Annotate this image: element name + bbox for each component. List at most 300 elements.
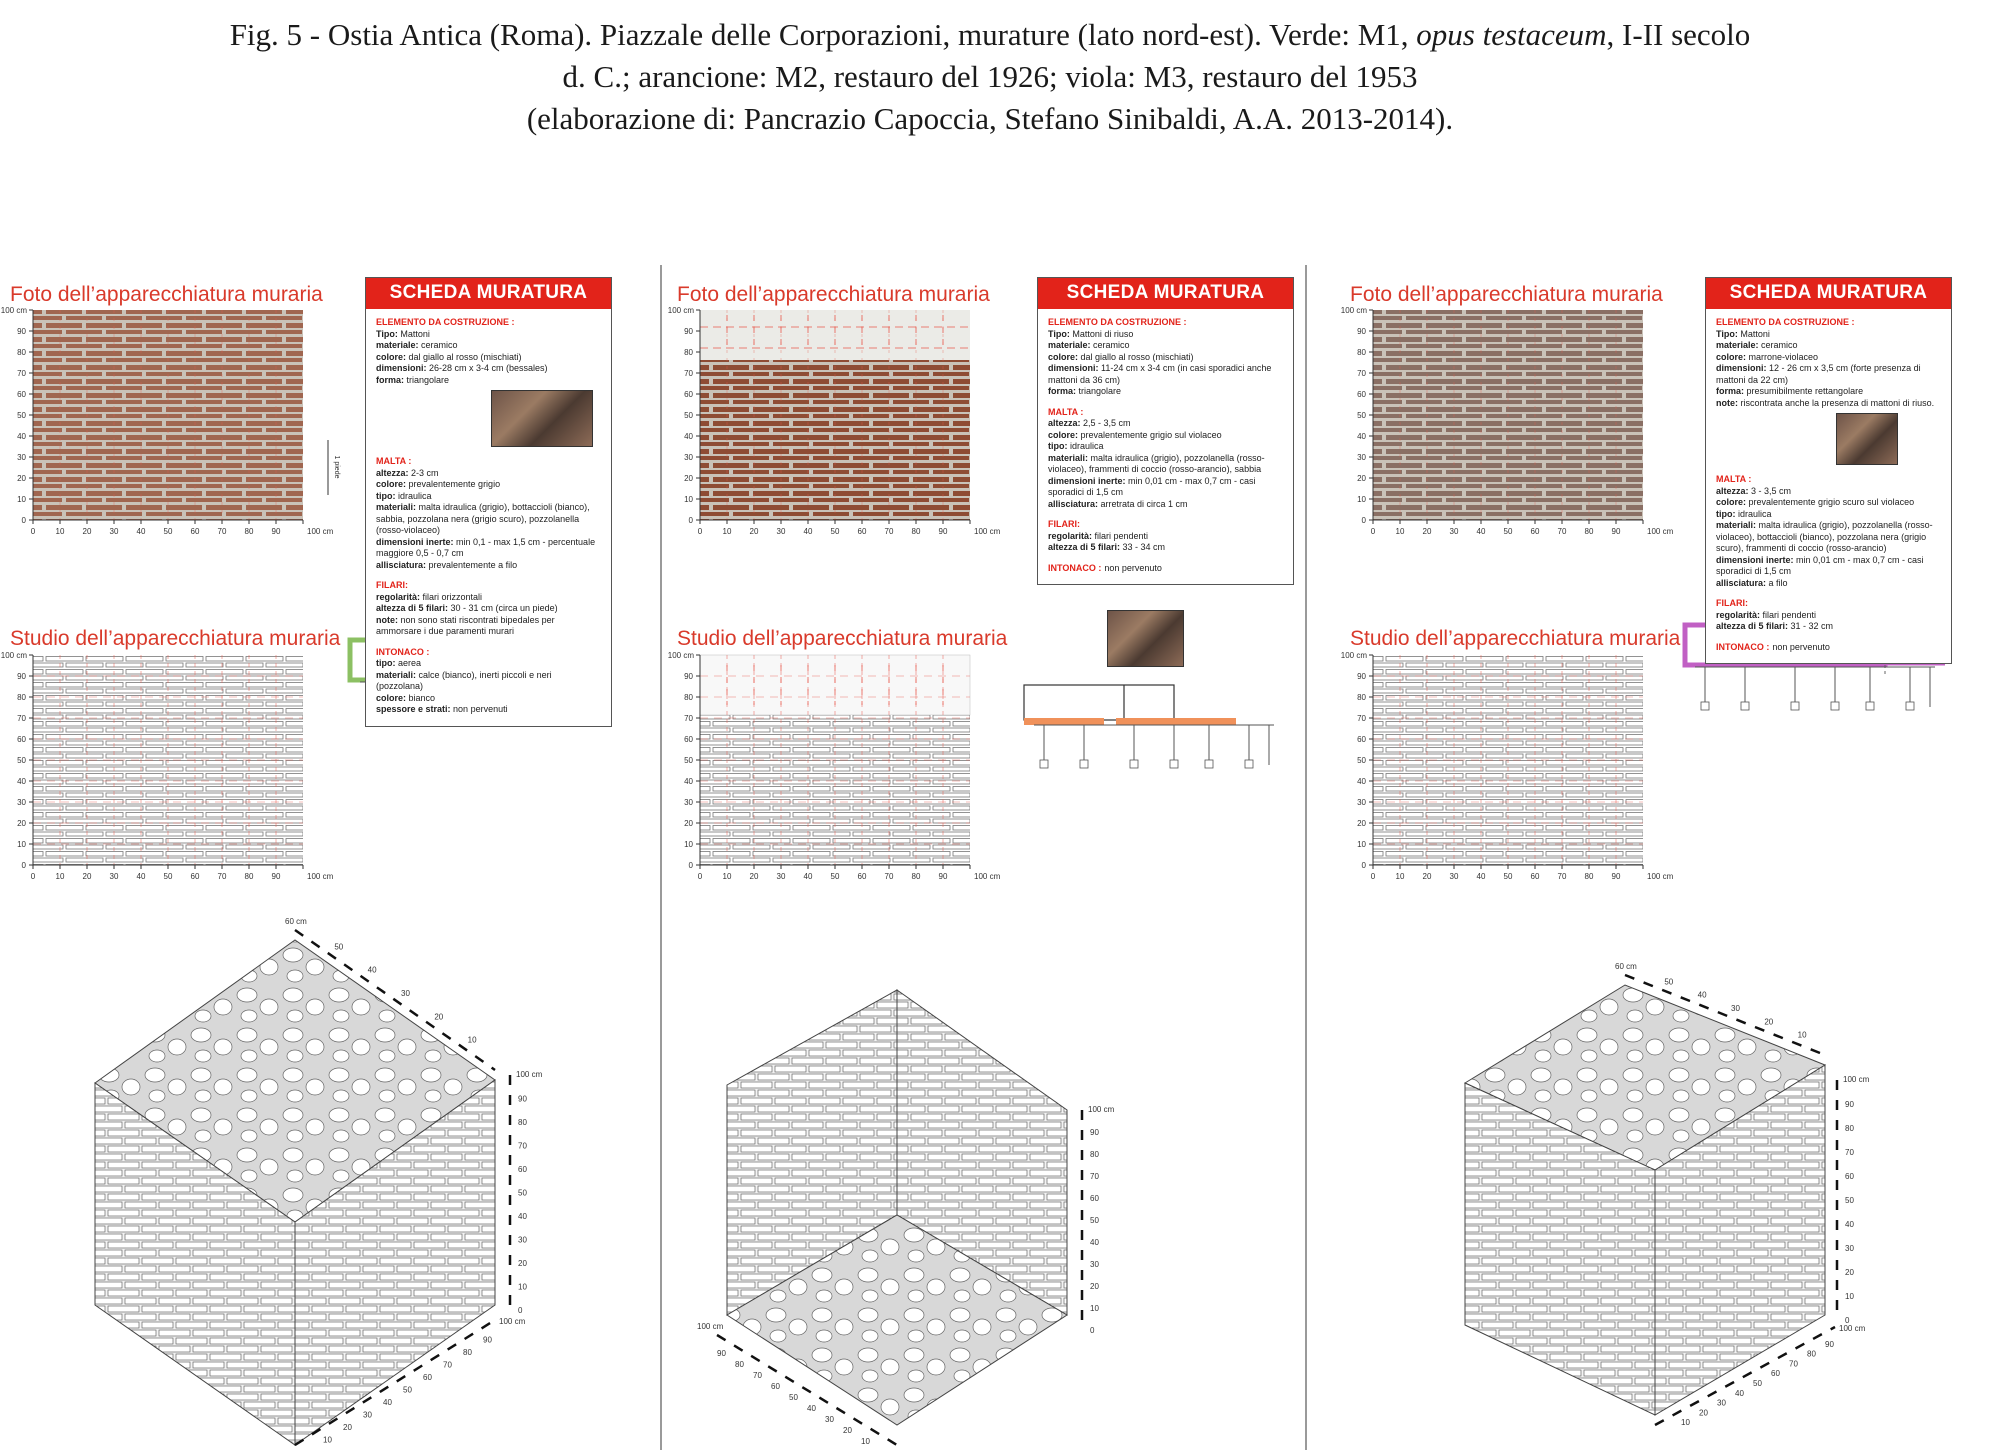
scheda-line <box>376 363 601 375</box>
iso-bottom-tick: 80 <box>463 1348 472 1357</box>
y-tick-label: 30 <box>17 798 26 807</box>
scheda-line <box>376 479 601 491</box>
iso-bottom-tick: 30 <box>1717 1398 1726 1408</box>
iso-v-tick: 30 <box>518 1235 527 1245</box>
iso-bottom-tick: 90 <box>1825 1339 1834 1349</box>
iso-bottom-tick: 80 <box>1807 1349 1816 1359</box>
caption-italic-term: opus testaceum <box>1416 17 1607 52</box>
y-tick-label: 80 <box>684 693 693 702</box>
x-tick-label: 20 <box>82 872 92 881</box>
intonaco-value: non pervenuto <box>1104 562 1162 573</box>
scheda-field-label: materiali: <box>376 669 417 680</box>
scheda-line <box>1048 499 1283 511</box>
x-tick-label: 50 <box>830 527 840 536</box>
x-tick-label: 90 <box>1611 527 1621 536</box>
photo-wall <box>1341 306 1674 536</box>
x-tick-label: 0 <box>697 872 703 881</box>
scheda-muratura-card <box>1037 277 1294 585</box>
y-tick-label: 20 <box>684 819 693 828</box>
scheda-field-label: materiale: <box>1048 340 1091 350</box>
x-tick-label: 50 <box>1503 872 1513 881</box>
scheda-section-title <box>1048 563 1283 575</box>
scheda-title: SCHEDA MURATURA <box>366 278 611 309</box>
iso-bottom-tick: 40 <box>1735 1388 1744 1398</box>
scheda-field-value: idraulica <box>395 490 432 501</box>
scheda-field-value: non pervenuti <box>450 704 508 714</box>
x-end-label: 100 cm <box>307 527 334 536</box>
scheda-field-value: bianco <box>406 692 436 703</box>
photo-wall <box>668 306 1001 536</box>
iso-bottom-tick: 50 <box>1753 1379 1762 1388</box>
x-tick-label: 30 <box>109 872 119 881</box>
y-tick-label: 40 <box>1357 432 1366 441</box>
y-tick-label: 40 <box>684 777 693 786</box>
malta-sample-photo <box>1107 610 1184 667</box>
iso-bottom-tick: 70 <box>443 1360 452 1370</box>
iso-bottom-tick: 10 <box>323 1435 332 1445</box>
y-tick-label: 40 <box>1357 777 1366 786</box>
scheda-field-label: Tipo: <box>1048 328 1070 339</box>
plan-section <box>1024 685 1274 768</box>
x-tick-label: 90 <box>271 527 281 536</box>
scheda-field-value: dal giallo al rosso (mischiati) <box>1078 351 1194 362</box>
scheda-section-title: MALTA : <box>1716 474 1752 484</box>
x-tick-label: 40 <box>803 872 813 881</box>
iso-bottom-tick: 10 <box>861 1437 870 1446</box>
iso-depth-label: 60 cm <box>1615 962 1637 971</box>
scheda-line <box>1048 430 1283 442</box>
scheda-section-title: ELEMENTO DA COSTRUZIONE : <box>1716 317 1855 327</box>
scheda-section-title <box>1716 642 1941 654</box>
iso-v-tick: 70 <box>1845 1148 1854 1157</box>
scheda-line <box>1048 340 1283 352</box>
scheda-field-value: malta idraulica (grigio), bottaccioli (bianco), sabbia, pozzolana nera (grigio scuro), pozzolanella (rosso-violaceo) <box>376 502 590 535</box>
scheda-body <box>366 309 611 726</box>
iso-depth-tick: 30 <box>401 989 410 998</box>
x-tick-label: 70 <box>884 872 894 881</box>
y-tick-label: 40 <box>684 432 693 441</box>
y-tick-label: 90 <box>1357 672 1366 681</box>
iso-v-tick: 0 <box>518 1306 523 1315</box>
scheda-field-value: 33 - 34 cm <box>1120 542 1166 552</box>
scheda-field-label: altezza di 5 filari: <box>1048 542 1121 552</box>
scheda-field-value: marrone-violaceo <box>1746 351 1819 362</box>
x-tick-label: 60 <box>190 527 200 536</box>
x-end-label: 100 cm <box>1647 527 1674 536</box>
iso-v-tick: 60 <box>1845 1172 1854 1181</box>
x-tick-label: 70 <box>217 527 227 536</box>
scheda-line <box>1048 386 1283 398</box>
scheda-section-title: FILARI: <box>1048 519 1080 529</box>
iso-bottom-tick: 60 <box>771 1382 780 1391</box>
iso-depth-tick: 30 <box>1731 1004 1740 1013</box>
intonaco-title: INTONACO : <box>1048 562 1102 573</box>
x-tick-label: 90 <box>1611 872 1621 881</box>
scheda-line <box>376 670 601 693</box>
scheda-field-label: altezza di 5 filari: <box>376 603 449 613</box>
iso-v-tick: 40 <box>1090 1238 1099 1247</box>
scheda-line <box>1716 610 1941 622</box>
y-tick-label: 10 <box>684 495 693 504</box>
x-tick-label: 70 <box>217 872 227 881</box>
iso-v-tick: 20 <box>1090 1282 1099 1291</box>
scheda-field-label: colore: <box>376 351 407 362</box>
scheda-line <box>376 375 601 387</box>
x-tick-label: 70 <box>1557 872 1567 881</box>
iso-v-tick: 90 <box>1845 1100 1854 1109</box>
x-tick-label: 0 <box>1370 527 1376 536</box>
iso-bottom-tick: 30 <box>363 1410 372 1420</box>
scheda-field-value: 30 - 31 cm (circa un piede) <box>448 603 558 613</box>
x-end-label: 100 cm <box>1647 872 1674 881</box>
scheda-field-value: triangolare <box>404 374 450 385</box>
scheda-field-label: forma: <box>1048 386 1077 396</box>
scheda-field-value: prevalentemente grigio <box>406 479 501 489</box>
iso-v-tick: 10 <box>1090 1304 1099 1313</box>
iso-v-tick: 50 <box>1845 1196 1854 1205</box>
study-title: Studio dell’apparecchiatura muraria <box>1350 627 1681 650</box>
iso-v-tick: 80 <box>1845 1124 1854 1133</box>
study-wall <box>1341 651 1674 881</box>
y-tick-label: 0 <box>1361 861 1366 870</box>
scheda-field-value: prevalentemente grigio scuro sul violaceo <box>1746 497 1915 507</box>
scheda-section-title: ELEMENTO DA COSTRUZIONE : <box>376 317 515 327</box>
y-tick-label: 10 <box>17 840 26 849</box>
scheda-field-value: a filo <box>1766 577 1788 588</box>
scheda-field-value: 11-24 cm x 3-4 cm (in casi sporadici anche mattoni da 36 cm) <box>1048 363 1272 385</box>
x-tick-label: 20 <box>749 527 759 536</box>
caption-line-1-a: Fig. 5 - Ostia Antica (Roma). Piazzale delle Corporazioni, murature (lato nord-est). Verde: M1, <box>229 17 1417 52</box>
y-tick-label: 90 <box>17 672 26 681</box>
scheda-line <box>376 502 601 537</box>
scheda-line <box>376 352 601 364</box>
y-top-label: 100 cm <box>1340 306 1367 315</box>
brick-sample-photo <box>491 390 593 447</box>
scheda-field-value: malta idraulica (grigio), pozzolanella (rosso-violaceo), bottaccioli (bianco), pozzolana nera (grigio scuro), frammenti di coccio (rosso-arancio) <box>1716 520 1933 553</box>
y-tick-label: 50 <box>1357 756 1366 765</box>
scheda-field-label: tipo: <box>1048 441 1068 451</box>
x-tick-label: 20 <box>749 872 759 881</box>
y-tick-label: 50 <box>17 411 26 420</box>
iso-v-tick: 0 <box>1845 1316 1850 1325</box>
caption-line-2: d. C.; arancione: M2, restauro del 1926; viola: M3, restauro del 1953 <box>562 59 1418 94</box>
scheda-field-label: Tipo: <box>1716 328 1738 339</box>
y-tick-label: 10 <box>684 840 693 849</box>
y-tick-label: 0 <box>21 516 26 525</box>
scheda-field-label: materiali: <box>376 502 417 512</box>
scheda-field-value: dal giallo al rosso (mischiati) <box>406 351 522 362</box>
iso-bottom-label: 100 cm <box>499 1317 526 1326</box>
iso-bottom-label: 100 cm <box>1839 1324 1866 1333</box>
scheda-field-value: Mattoni <box>397 328 430 339</box>
scheda-line <box>1716 497 1941 509</box>
iso-bottom-tick: 20 <box>343 1423 352 1432</box>
scheda-field-label: tipo: <box>376 490 396 501</box>
y-tick-label: 60 <box>1357 390 1366 399</box>
y-tick-label: 0 <box>1361 516 1366 525</box>
y-tick-label: 30 <box>17 453 26 462</box>
iso-depth-tick: 20 <box>434 1012 444 1022</box>
photo-title: Foto dell’apparecchiatura muraria <box>677 283 990 306</box>
x-tick-label: 10 <box>1395 872 1405 881</box>
figure-caption <box>0 14 1980 140</box>
x-tick-label: 0 <box>697 527 703 536</box>
scheda-field-label: colore: <box>376 692 407 703</box>
y-tick-label: 0 <box>688 861 693 870</box>
scheda-field-label: forma: <box>1716 386 1745 396</box>
scheda-field-label: colore: <box>1048 351 1079 362</box>
iso-bottom-tick: 60 <box>1771 1369 1780 1379</box>
scheda-field-value: riscontrata anche la presenza di mattoni di riuso. <box>1738 397 1935 408</box>
scheda-field-label: dimensioni: <box>1716 363 1767 373</box>
y-tick-label: 50 <box>684 411 693 420</box>
scheda-line <box>1716 486 1941 498</box>
scheda-field-value: ceramico <box>1090 340 1130 350</box>
scheda-field-label: note: <box>1716 397 1738 408</box>
iso-v-tick: 20 <box>1845 1268 1854 1277</box>
iso-v-tick: 90 <box>1090 1128 1099 1137</box>
scheda-field-value: min 0,01 cm - max 0,7 cm - casi sporadici di 1,5 cm <box>1716 554 1924 576</box>
x-tick-label: 70 <box>884 527 894 536</box>
scheda-field-label: colore: <box>1716 351 1747 362</box>
scheda-line <box>1716 621 1941 633</box>
scheda-line <box>1716 555 1941 578</box>
scheda-field-value: Mattoni di riuso <box>1069 328 1134 339</box>
y-top-label: 100 cm <box>1340 651 1367 660</box>
scheda-line <box>376 340 601 352</box>
x-tick-label: 60 <box>1530 527 1540 536</box>
iso-bottom-tick: 20 <box>1699 1408 1708 1418</box>
scheda-field-label: spessore e strati: <box>376 704 451 714</box>
iso-bottom-tick: 30 <box>825 1415 834 1424</box>
iso-bottom-tick: 90 <box>717 1349 726 1358</box>
y-tick-label: 60 <box>17 390 26 399</box>
isometric-wall-block <box>697 990 1115 1446</box>
iso-depth-tick: 10 <box>467 1035 477 1045</box>
y-top-label: 100 cm <box>667 306 694 315</box>
x-tick-label: 10 <box>55 872 65 881</box>
y-tick-label: 0 <box>688 516 693 525</box>
iso-v-label: 100 cm <box>1843 1075 1870 1084</box>
scheda-line <box>1716 398 1941 410</box>
scheda-field-label: colore: <box>376 479 407 489</box>
scheda-field-value: non sono stati riscontrati bipedales per ammorsare i due paramenti murari <box>376 614 555 636</box>
y-tick-label: 80 <box>684 348 693 357</box>
scheda-field-value: prevalentemente grigio sul violaceo <box>1078 429 1222 440</box>
x-tick-label: 90 <box>938 872 948 881</box>
isometric-wall-block <box>1465 962 1870 1427</box>
iso-bottom-label: 100 cm <box>697 1322 724 1331</box>
scheda-field-value: 2,5 - 3,5 cm <box>1080 418 1131 428</box>
y-tick-label: 60 <box>1357 735 1366 744</box>
y-top-label: 100 cm <box>667 651 694 660</box>
photo-title: Foto dell’apparecchiatura muraria <box>1350 283 1663 306</box>
scheda-field-value: aerea <box>395 658 422 668</box>
scheda-line <box>1716 329 1941 341</box>
scheda-field-value: filari pendenti <box>1760 609 1817 620</box>
iso-depth-tick: 20 <box>1764 1017 1774 1027</box>
iso-bottom-tick: 60 <box>423 1373 432 1382</box>
photo-wall <box>1 306 340 536</box>
x-tick-label: 10 <box>722 527 732 536</box>
x-tick-label: 20 <box>82 527 92 536</box>
intonaco-value: non pervenuto <box>1772 641 1830 652</box>
scheda-field-label: note: <box>376 614 398 625</box>
iso-depth-tick: 50 <box>1664 977 1674 987</box>
panel-divider-1 <box>660 265 662 1450</box>
x-tick-label: 50 <box>1503 527 1513 536</box>
study-wall <box>668 651 1001 881</box>
scheda-field-value: calce (bianco), inerti piccoli e neri (pozzolana) <box>376 669 552 691</box>
scheda-field-value: idraulica <box>1067 441 1104 451</box>
scheda-line <box>376 603 601 615</box>
y-tick-label: 30 <box>684 453 693 462</box>
iso-v-tick: 70 <box>1090 1172 1099 1181</box>
y-tick-label: 20 <box>684 474 693 483</box>
scheda-field-label: regolarità: <box>1716 609 1761 620</box>
scheda-line <box>1048 476 1283 499</box>
x-tick-label: 80 <box>244 527 254 536</box>
x-end-label: 100 cm <box>307 872 334 881</box>
y-tick-label: 70 <box>1357 714 1366 723</box>
y-tick-label: 70 <box>17 369 26 378</box>
iso-depth-label: 60 cm <box>285 917 307 926</box>
scheda-field-label: regolarità: <box>1048 530 1093 541</box>
scheda-field-value: 31 - 32 cm <box>1788 621 1834 631</box>
x-tick-label: 60 <box>1530 872 1540 881</box>
y-tick-label: 80 <box>17 693 26 702</box>
x-tick-label: 10 <box>55 527 65 536</box>
y-tick-label: 60 <box>17 735 26 744</box>
scheda-line <box>376 658 601 670</box>
scheda-line <box>1716 509 1941 521</box>
scheda-field-value: ceramico <box>1758 340 1798 350</box>
scheda-field-label: dimensioni: <box>376 363 427 373</box>
y-tick-label: 90 <box>684 672 693 681</box>
scheda-field-value: prevalentemente a filo <box>426 559 518 570</box>
scheda-field-label: colore: <box>1716 497 1747 507</box>
iso-bottom-tick: 70 <box>753 1371 762 1380</box>
x-tick-label: 80 <box>244 872 254 881</box>
iso-v-tick: 90 <box>518 1094 527 1104</box>
scheda-section-title: ELEMENTO DA COSTRUZIONE : <box>1048 317 1187 327</box>
scheda-field-label: altezza di 5 filari: <box>1716 621 1789 631</box>
iso-bottom-tick: 40 <box>807 1404 816 1413</box>
x-tick-label: 20 <box>1422 527 1432 536</box>
panel-m1 <box>0 265 650 1450</box>
y-tick-label: 50 <box>17 756 26 765</box>
y-top-label: 100 cm <box>0 651 27 660</box>
y-tick-label: 60 <box>684 390 693 399</box>
scheda-line <box>376 615 601 638</box>
x-tick-label: 60 <box>857 527 867 536</box>
x-tick-label: 50 <box>163 872 173 881</box>
y-tick-label: 20 <box>17 819 26 828</box>
x-tick-label: 60 <box>857 872 867 881</box>
y-tick-label: 80 <box>1357 693 1366 702</box>
scheda-line <box>1716 352 1941 364</box>
y-tick-label: 10 <box>1357 840 1366 849</box>
scheda-field-value: ceramico <box>418 340 458 350</box>
scheda-field-label: allisciatura: <box>376 559 427 570</box>
x-tick-label: 10 <box>1395 527 1405 536</box>
scheda-section-title: FILARI: <box>376 580 408 590</box>
iso-depth-tick: 40 <box>367 965 377 975</box>
scheda-field-label: regolarità: <box>376 591 421 602</box>
scheda-line <box>1048 453 1283 476</box>
x-tick-label: 80 <box>911 527 921 536</box>
caption-line-1 <box>0 14 1980 56</box>
y-tick-label: 20 <box>17 474 26 483</box>
iso-depth-tick: 50 <box>334 942 344 952</box>
iso-v-label: 100 cm <box>516 1070 543 1079</box>
x-tick-label: 40 <box>136 872 146 881</box>
scheda-section-title: FILARI: <box>1716 598 1748 608</box>
y-tick-label: 70 <box>17 714 26 723</box>
y-tick-label: 80 <box>17 348 26 357</box>
x-tick-label: 30 <box>109 527 119 536</box>
scheda-field-value: 3 - 3,5 cm <box>1748 485 1792 496</box>
iso-v-tick: 50 <box>1090 1216 1099 1225</box>
x-tick-label: 30 <box>1449 872 1459 881</box>
iso-v-tick: 70 <box>518 1141 527 1151</box>
scheda-line <box>1048 542 1283 554</box>
y-tick-label: 70 <box>1357 369 1366 378</box>
x-tick-label: 90 <box>271 872 281 881</box>
scheda-field-value: idraulica <box>1735 508 1772 519</box>
scheda-muratura-card <box>365 277 612 727</box>
study-wall <box>1 651 334 881</box>
iso-v-label: 100 cm <box>1088 1105 1115 1114</box>
y-tick-label: 90 <box>1357 327 1366 336</box>
iso-v-tick: 80 <box>1090 1150 1099 1159</box>
iso-v-tick: 30 <box>1845 1244 1854 1253</box>
scheda-section-title: MALTA : <box>1048 406 1084 417</box>
scheda-field-value: malta idraulica (grigio), pozzolanella (rosso-violaceo), frammenti di coccio (rosso-arancio), sabbia <box>1048 452 1265 474</box>
x-tick-label: 30 <box>776 527 786 536</box>
y-tick-label: 0 <box>21 861 26 870</box>
scheda-field-label: allisciatura: <box>1048 498 1099 509</box>
scheda-field-value: arretrata di circa 1 cm <box>1098 498 1188 509</box>
iso-v-tick: 20 <box>518 1259 527 1268</box>
x-tick-label: 60 <box>190 872 200 881</box>
iso-bottom-tick: 10 <box>1681 1418 1690 1428</box>
scheda-field-value: 2-3 cm <box>408 467 439 478</box>
scheda-field-value: min 0,1 - max 1,5 cm - percentuale maggiore 0,5 - 0,7 cm <box>376 536 596 558</box>
x-tick-label: 40 <box>136 527 146 536</box>
y-tick-label: 50 <box>1357 411 1366 420</box>
iso-v-tick: 60 <box>518 1165 527 1174</box>
study-title: Studio dell’apparecchiatura muraria <box>10 627 341 650</box>
iso-bottom-tick: 20 <box>843 1426 852 1435</box>
scheda-field-label: forma: <box>376 374 405 385</box>
y-tick-label: 90 <box>684 327 693 336</box>
x-tick-label: 90 <box>938 527 948 536</box>
caption-line-1-b: , I-II secolo <box>1606 17 1751 52</box>
x-tick-label: 10 <box>722 872 732 881</box>
iso-bottom-tick: 80 <box>735 1360 744 1369</box>
y-tick-label: 60 <box>684 735 693 744</box>
scheda-line <box>1048 441 1283 453</box>
panel-m2 <box>667 265 1317 1450</box>
y-tick-label: 30 <box>1357 453 1366 462</box>
scheda-body <box>1038 309 1293 584</box>
study-title: Studio dell’apparecchiatura muraria <box>677 627 1008 650</box>
scheda-field-label: dimensioni inerte: <box>376 536 454 547</box>
scheda-line <box>376 329 601 341</box>
iso-v-tick: 40 <box>518 1212 527 1221</box>
iso-v-tick: 40 <box>1845 1220 1854 1229</box>
